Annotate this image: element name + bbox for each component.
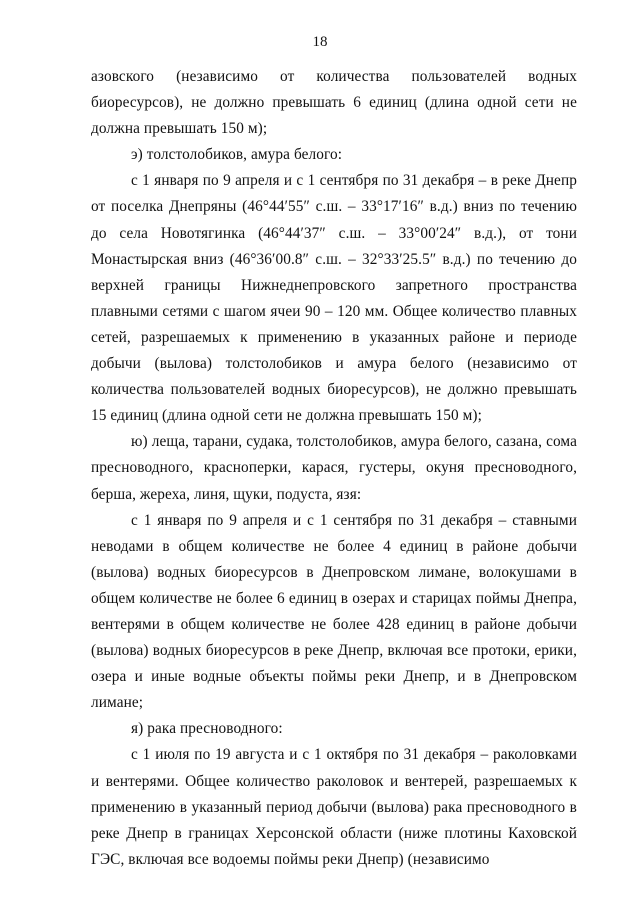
paragraph-item-e-heading: э) толстолобиков, амура белого: (131, 146, 343, 164)
paragraph-item-ya-heading: я) рака пресноводного: (131, 720, 283, 738)
paragraph-item-e-body: с 1 января по 9 апреля и с 1 сентября по 31 декабря – в реке Днепр от поселка Днепряны (46°44′55″ с.ш. – 33°17′16″ в.д.) вниз по течению до села Новотягинка (46°44′37″ с.ш. – 33°00′24″ в.д.), от тони Монастырская вниз (46°36′00.8″ с.ш. – 32°33′25.5″ в.д.) по течению до верхней границы Нижнеднепровского запретного пространства плавными сетями с шагом ячеи 90 – 120 мм. Общее количество плавных сетей, разрешаемых к применению в указанных районе и периоде добычи (вылова) толстолобиков и амура белого (независимо от количества пользователей водных биоресурсов), не должно превышать 15 единиц (длина одной сети не должна превышать 150 м); (91, 172, 577, 425)
paragraph-continuation: азовского (независимо от количества пользователей водных биоресурсов), не должно превышать 6 единиц (длина одной сети не должна превышать 150 м); (91, 68, 577, 138)
paragraph-item-yu-body: с 1 января по 9 апреля и с 1 сентября по 31 декабря – ставными неводами в общем количестве не более 4 единиц в районе добычи (вылова) водных биоресурсов в Днепровском лимане, волокушами в общем количестве не более 6 единиц в озерах и старицах поймы Днепра, вентерями в общем количестве не более 428 единиц в районе добычи (вылова) водных биоресурсов в реке Днепр, включая все протоки, ерики, озера и иные водные объекты поймы реки Днепр, и в Днепровском лимане; (91, 511, 577, 712)
paragraph-item-yu-heading: ю) леща, тарани, судака, толстолобиков, амура белого, сазана, сома пресноводного, красноперки, карася, густеры, окуня пресноводного, берша, жереха, линя, щуки, подуста, язя: (91, 433, 577, 503)
paragraph-item-ya-body: с 1 июля по 19 августа и с 1 октября по 31 декабря – раколовками и вентерями. Общее количество раколовок и вентерей, разрешаемых к применению в указанный период добычи (вылова) рака пресноводного в реке Днепр в границах Херсонской области (ниже плотины Каховской ГЭС, включая все водоемы поймы реки Днепр) (независимо (91, 746, 577, 868)
document-body (91, 64, 577, 873)
page-number: 18 (312, 34, 328, 50)
